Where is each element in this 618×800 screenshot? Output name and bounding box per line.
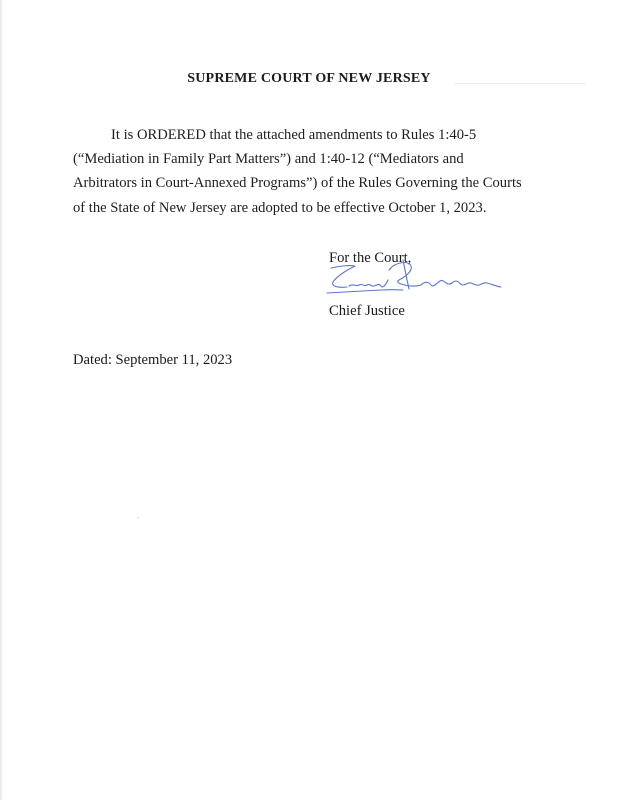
for-the-court-label: For the Court, — [329, 250, 412, 266]
order-line: (“Mediation in Family Part Matters”) and 1:40-12 (“Mediators and — [73, 151, 464, 168]
court-heading: SUPREME COURT OF NEW JERSEY — [187, 71, 431, 86]
scan-speck — [137, 517, 139, 518]
order-line: It is ORDERED that the attached amendments to Rules 1:40-5 — [111, 127, 477, 143]
handwritten-signature — [323, 256, 513, 296]
chief-justice-label: Chief Justice — [329, 303, 405, 319]
order-line: Arbitrators in Court-Annexed Programs”) of the Rules Governing the Courts — [73, 175, 522, 192]
order-paragraph — [73, 123, 543, 220]
order-line: of the State of New Jersey are adopted to be effective October 1, 2023. — [73, 199, 487, 216]
signature-block — [329, 250, 549, 330]
dated-line: Dated: September 11, 2023 — [73, 352, 233, 368]
scan-edge-shadow — [0, 0, 3, 800]
